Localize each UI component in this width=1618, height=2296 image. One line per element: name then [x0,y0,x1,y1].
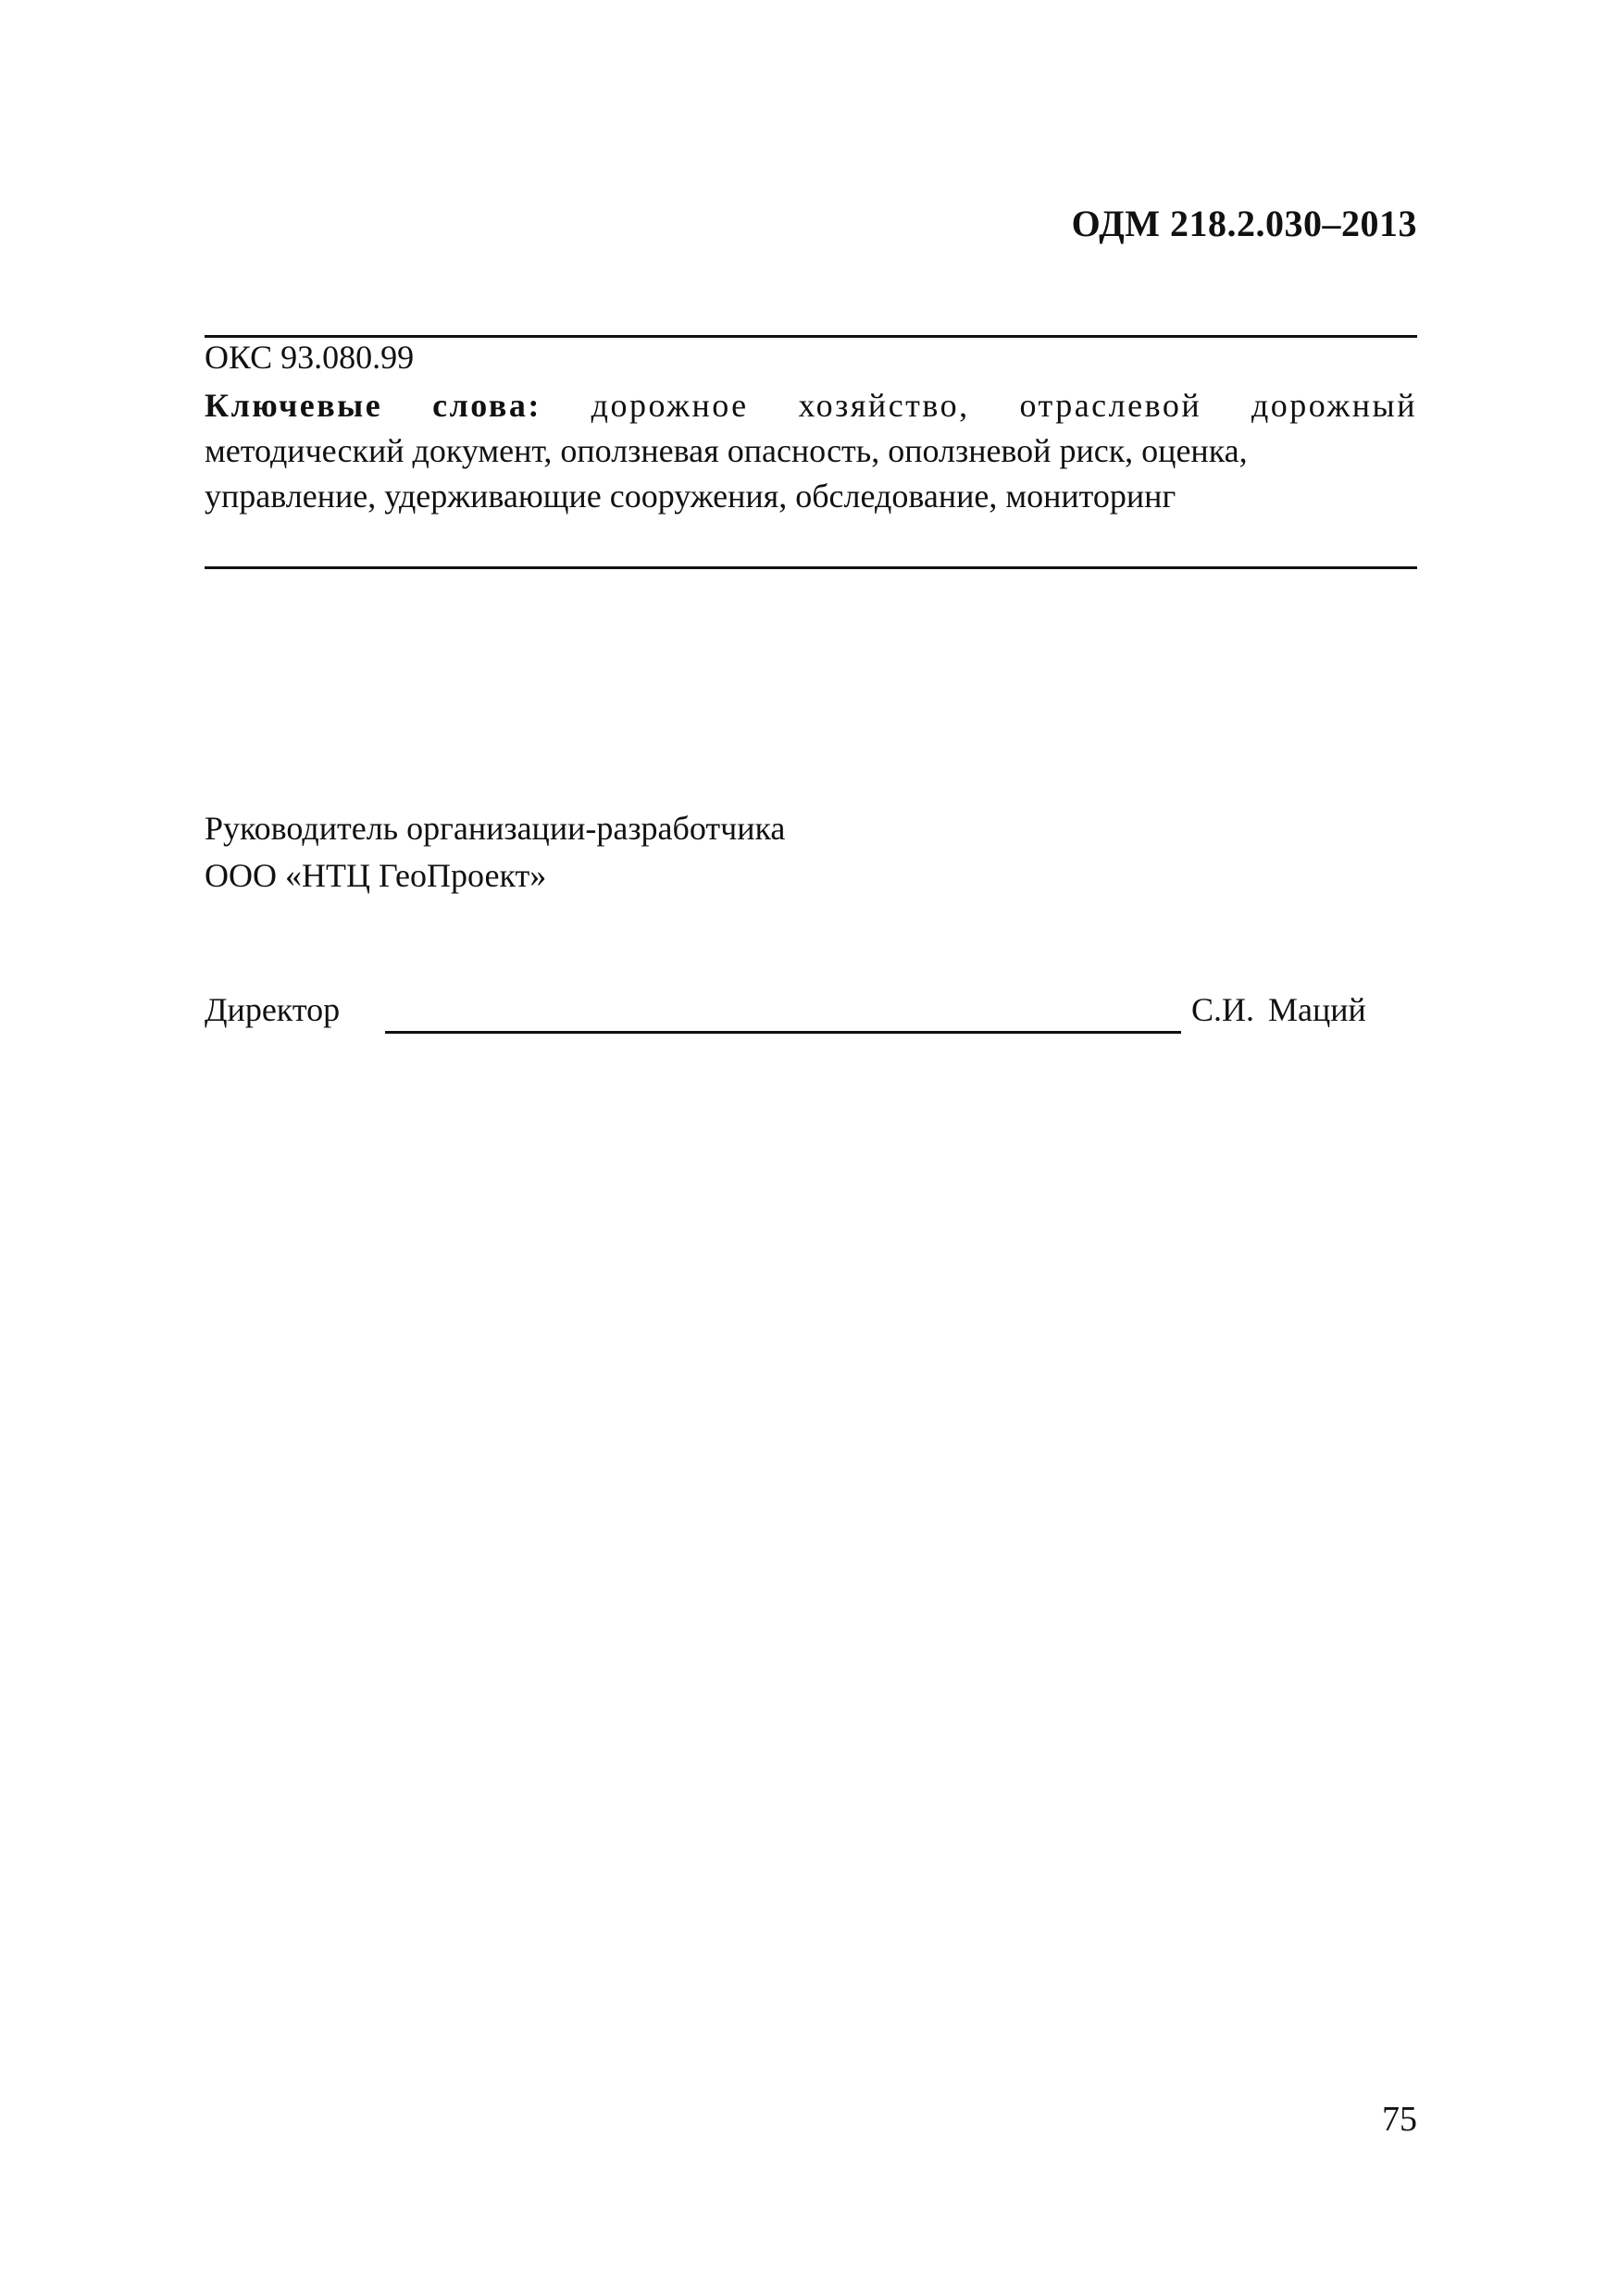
developer-organization: ООО «НТЦ ГеоПроект» [205,857,547,894]
oks-code: ОКС 93.080.99 [205,339,415,376]
keywords-line-1-text: дорожное хозяйство, отраслевой дорожный [541,387,1417,424]
page-number: 75 [1382,2100,1417,2139]
keywords-block [205,383,1417,519]
developer-block [205,805,785,900]
keywords-line-3: управление, удерживающие сооружения, обследование, мониторинг [205,478,1176,515]
document-code: ОДМ 218.2.030–2013 [1071,203,1417,244]
bottom-divider [205,566,1417,569]
signature-name: С.И. Маций [1191,991,1366,1028]
signature-row [205,990,1408,1046]
keywords-line-2: методический документ, оползневая опасность, оползневой риск, оценка, [205,432,1248,469]
signature-position: Директор [205,991,341,1028]
signature-line [385,1031,1181,1034]
keywords-line-1 [205,383,1417,428]
keywords-label: Ключевые слова: [205,387,541,424]
developer-head-title: Руководитель организации-разработчика [205,810,786,847]
